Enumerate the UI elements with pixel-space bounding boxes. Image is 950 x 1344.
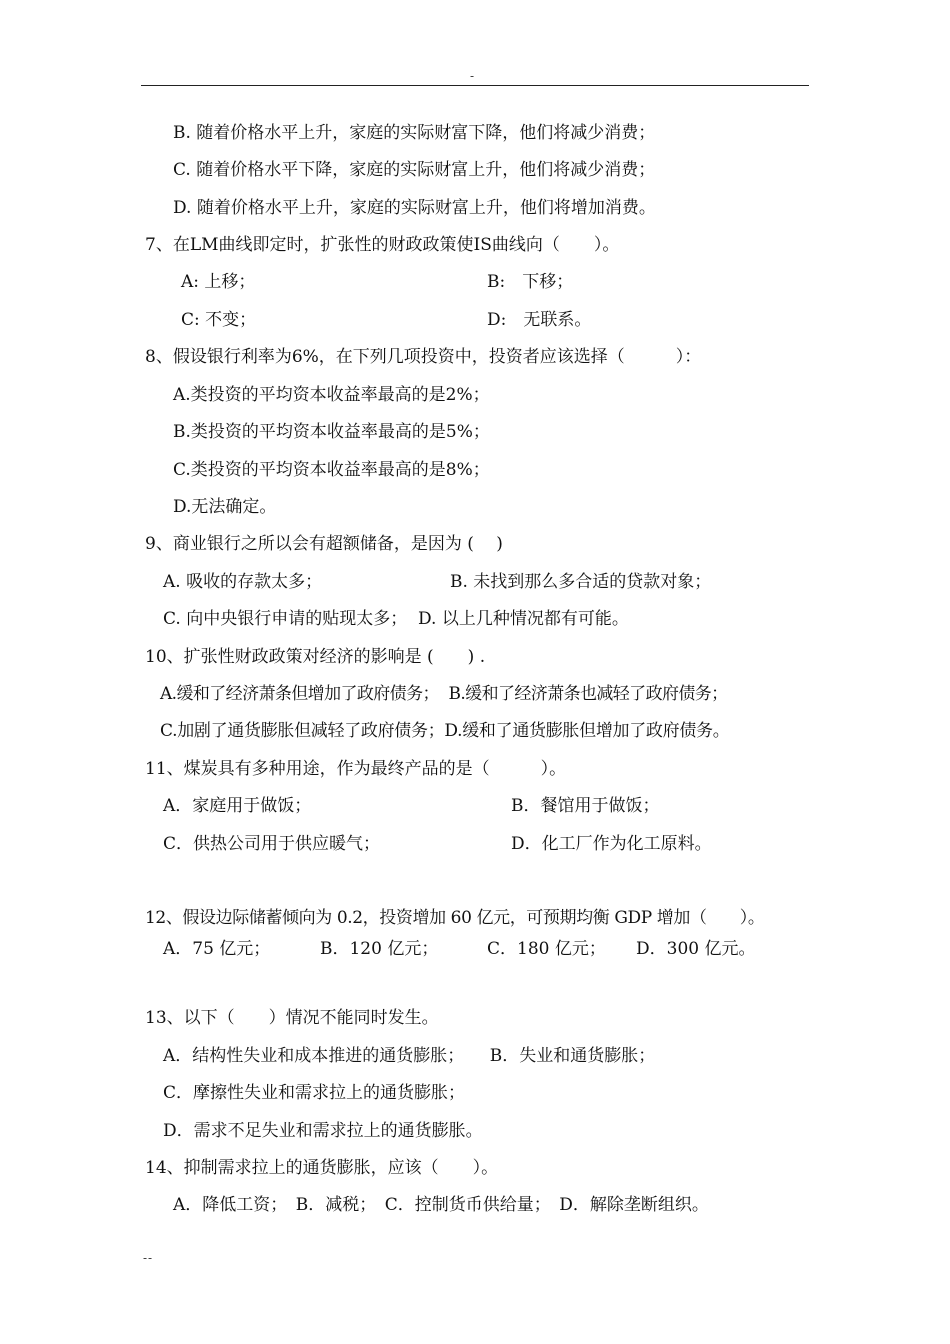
q6-option-c: C. 随着价格水平下降，家庭的实际财富上升，他们将减少消费；	[173, 160, 656, 180]
q6-option-b: B. 随着价格水平上升，家庭的实际财富下降，他们将减少消费；	[173, 123, 656, 143]
q10-options-ab: A.缓和了经济萧条但增加了政府债务； B.缓和了经济萧条也减轻了政府债务；	[160, 684, 728, 704]
q7-option-b: B: 下移；	[487, 272, 574, 292]
q8-option-d: D.无法确定。	[173, 497, 277, 517]
q7-stem: 7、在LM曲线即定时，扩张性的财政政策使IS曲线向（ ）。	[145, 235, 620, 255]
q13-stem: 13、以下（ ）情况不能同时发生。	[145, 1008, 439, 1028]
q9-stem: 9、商业银行之所以会有超额储备，是因为 ( )	[145, 534, 503, 554]
q12-option-a: A．75 亿元；	[163, 939, 271, 959]
q8-option-b: B.类投资的平均资本收益率最高的是5%；	[173, 422, 490, 442]
footer-mark: --	[143, 1251, 154, 1265]
q8-stem: 8、假设银行利率为6%，在下列几项投资中，投资者应该选择（ ）：	[145, 347, 702, 367]
q10-stem: 10、扩张性财政政策对经济的影响是 ( ) .	[145, 647, 486, 667]
q9-options-cd: C. 向中央银行申请的贴现太多； D. 以上几种情况都有可能。	[163, 609, 629, 629]
q12-option-d: D．300 亿元。	[636, 939, 756, 959]
q11-option-d: D．化工厂作为化工原料。	[511, 834, 712, 854]
q8-option-a: A.类投资的平均资本收益率最高的是2%；	[173, 385, 490, 405]
q12-stem: 12、假设边际储蓄倾向为 0.2，投资增加 60 亿元，可预期均衡 GDP 增加（ ）。	[145, 908, 765, 928]
header-rule	[141, 85, 809, 86]
q14-stem: 14、抑制需求拉上的通货膨胀，应该（ ）。	[145, 1158, 499, 1178]
q13-option-c: C．摩擦性失业和需求拉上的通货膨胀；	[163, 1083, 466, 1103]
q12-option-c: C．180 亿元；	[487, 939, 606, 959]
q9-option-b: B. 未找到那么多合适的贷款对象；	[450, 572, 712, 592]
q10-options-cd: C.加剧了通货膨胀但减轻了政府债务；D.缓和了通货膨胀但增加了政府债务。	[160, 721, 730, 741]
q9-option-a: A. 吸收的存款太多；	[163, 572, 323, 592]
q11-option-c: C．供热公司用于供应暖气；	[163, 834, 381, 854]
q14-options: A．降低工资； B．减税； C．控制货币供给量； D．解除垄断组织。	[173, 1195, 709, 1215]
q13-options-ab: A．结构性失业和成本推进的通货膨胀； B．失业和通货膨胀；	[163, 1046, 656, 1066]
q7-option-a: A: 上移；	[181, 272, 256, 292]
q12-option-b: B．120 亿元；	[320, 939, 439, 959]
q11-option-b: B．餐馆用于做饭；	[511, 796, 660, 816]
q7-option-d: D: 无联系。	[487, 310, 592, 330]
q7-option-c: C: 不变；	[181, 310, 257, 330]
q13-option-d: D．需求不足失业和需求拉上的通货膨胀。	[163, 1121, 483, 1141]
q6-option-d: D. 随着价格水平上升，家庭的实际财富上升，他们将增加消费。	[173, 198, 656, 218]
q8-option-c: C.类投资的平均资本收益率最高的是8%；	[173, 460, 490, 480]
q11-option-a: A．家庭用于做饭；	[163, 796, 312, 816]
q11-stem: 11、煤炭具有多种用途，作为最终产品的是（ ）。	[145, 759, 567, 779]
header-mark: -	[470, 69, 475, 83]
